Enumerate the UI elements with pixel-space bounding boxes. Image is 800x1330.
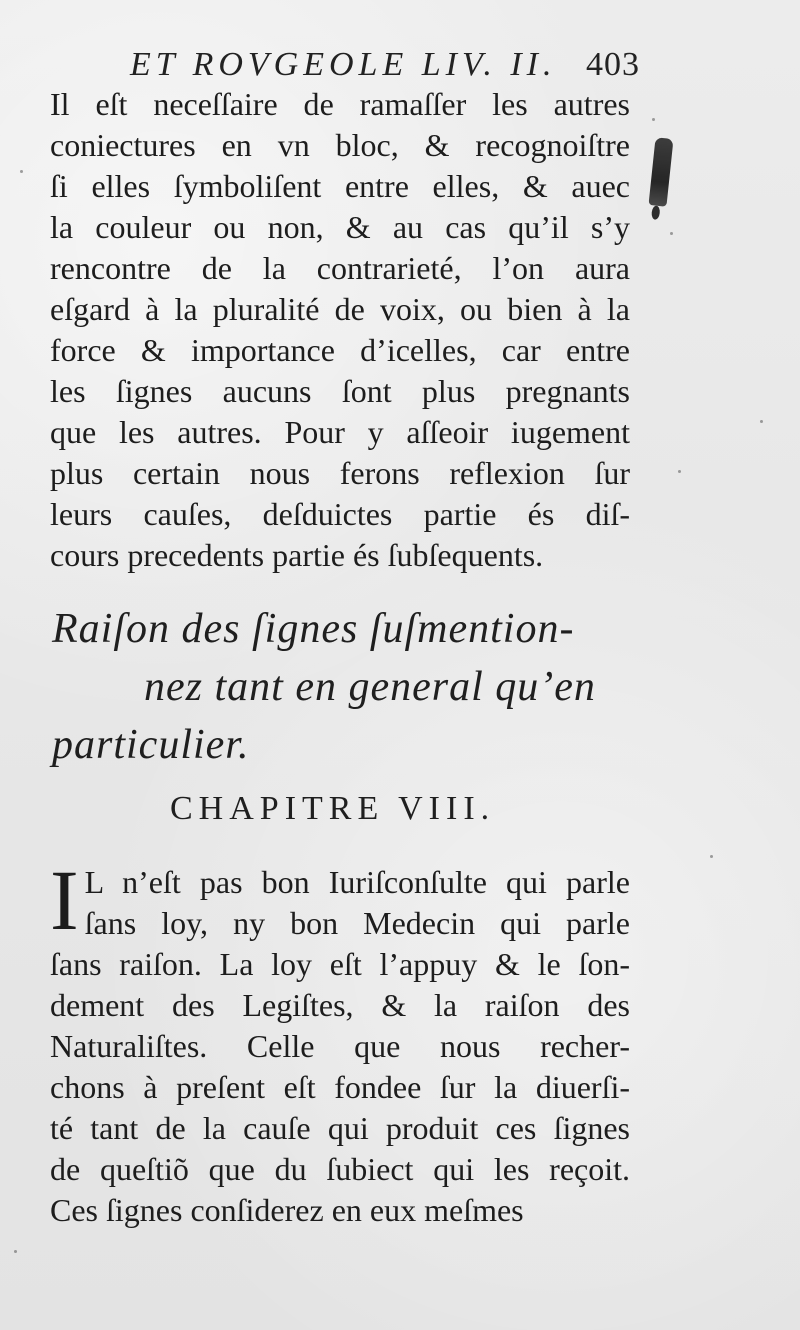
paper-speckle (710, 855, 713, 858)
text-line: la couleur ou non, & au cas qu’il s’y (50, 209, 630, 245)
running-title: ET ROVGEOLE LIV. II. (130, 46, 557, 83)
text-line: eſgard à la pluralité de voix, ou bien à la (50, 291, 630, 327)
text-line: plus certain nous ferons reflexion ſur (50, 455, 630, 491)
text-line: Ces ſignes conſiderez en eux meſmes (50, 1192, 524, 1228)
text-line: L n’eſt pas bon Iuriſconſulte qui parle (84, 864, 630, 900)
page-header (130, 46, 640, 84)
drop-cap: I (50, 852, 79, 948)
text-line: ſans raiſon. La loy eſt l’appuy & le ſon- (50, 946, 630, 982)
text-line: force & importance d’icelles, car entre (50, 332, 630, 368)
text-line: leurs cauſes, deſduictes partie és diſ- (50, 496, 630, 532)
paper-speckle (670, 232, 673, 235)
text-line: rencontre de la contrarieté, l’on aura (50, 250, 630, 286)
paragraph-2 (50, 852, 630, 1231)
paper-speckle (20, 170, 23, 173)
ink-blot (648, 137, 673, 207)
text-line: de queſtiõ que du ſubiect qui les reçoit. (50, 1151, 630, 1187)
section-title (52, 600, 642, 774)
chapter-label: CHAPITRE VIII. (170, 790, 496, 827)
text-line: Naturaliſtes. Celle que nous recher- (50, 1028, 630, 1064)
paper-speckle (652, 118, 655, 121)
paper-speckle (14, 1250, 17, 1253)
section-title-line: Raiſon des ſignes ſuſmention- (52, 606, 575, 652)
paper-speckle (678, 470, 681, 473)
section-title-line: nez tant en general qu’en (144, 664, 596, 710)
text-line: ſi elles ſymboliſent entre elles, & auec (50, 168, 630, 204)
text-line: les ſignes aucuns ſont plus pregnants (50, 373, 630, 409)
text-line: chons à preſent eſt fondee ſur la diuerſi- (50, 1069, 630, 1105)
text-line: Il eſt neceſſaire de ramaſſer les autres (50, 86, 630, 122)
paper-speckle (760, 420, 763, 423)
text-line: ſans loy, ny bon Medecin qui parle (84, 905, 630, 941)
text-line: que les autres. Pour y aſſeoir iugement (50, 414, 630, 450)
chapter-heading (170, 790, 530, 828)
section-title-line: particulier. (52, 722, 250, 768)
page-number: 403 (586, 46, 640, 83)
text-line: dement des Legiſtes, & la raiſon des (50, 987, 630, 1023)
text-line: té tant de la cauſe qui produit ces ſignes (50, 1110, 630, 1146)
text-line: coniectures en vn bloc, & recognoiſtre (50, 127, 630, 163)
paragraph-1 (50, 84, 630, 576)
text-line: cours precedents partie és ſubſequents. (50, 537, 544, 573)
